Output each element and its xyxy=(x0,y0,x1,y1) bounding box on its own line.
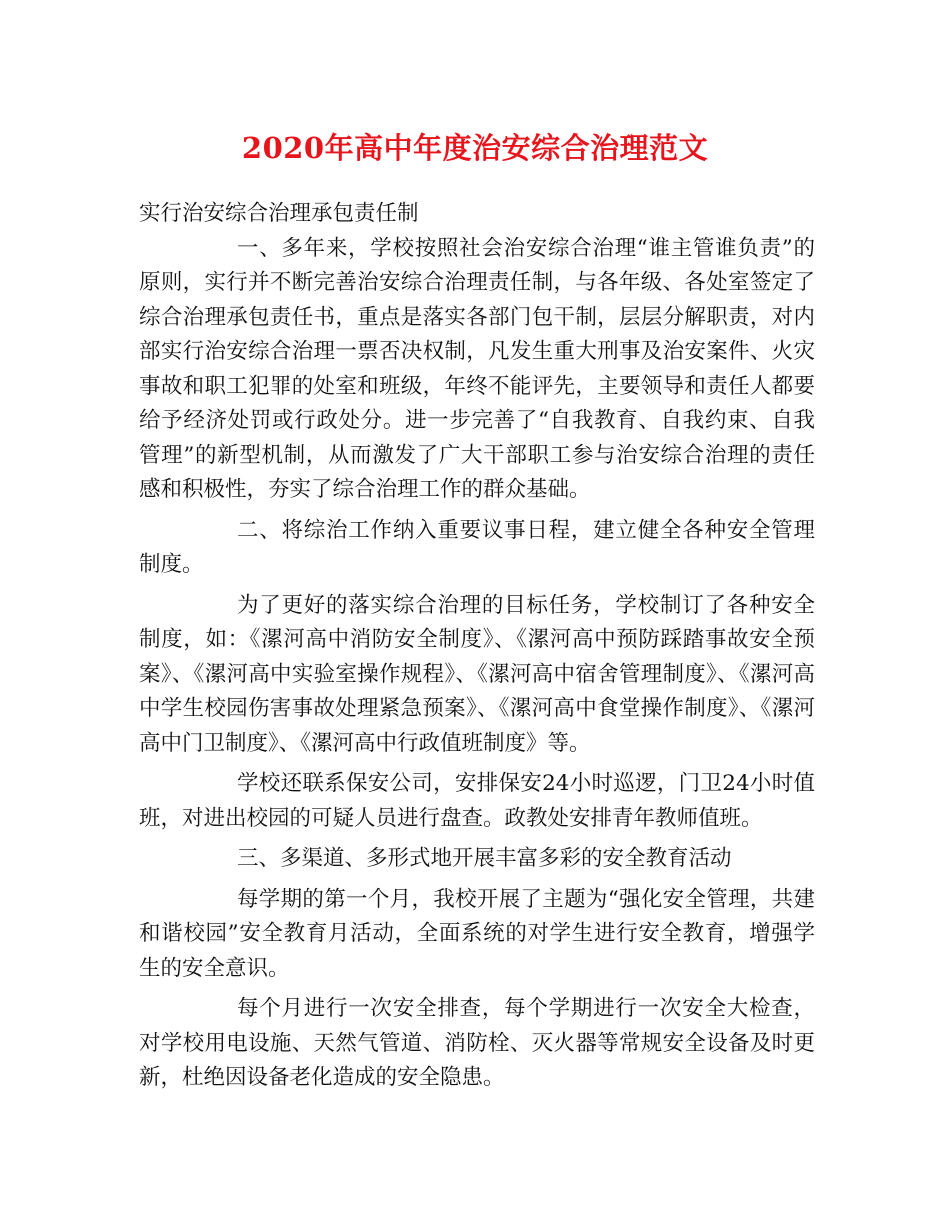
paragraph-7: 每个月进行一次安全排查，每个学期进行一次安全大检查，对学校用电设施、天然气管道、消防栓、灭火器等常规安全设备及时更新，杜绝因设备老化造成的安全隐患。 xyxy=(139,996,815,1090)
paragraph-2: 二、将综治工作纳入重要议事日程，建立健全各种安全管理制度。 xyxy=(139,517,815,577)
paragraph-1: 一、多年来，学校按照社会治安综合治理“谁主管谁负责”的原则，实行并不断完善治安综合治理责任制，与各年级、各处室签定了综合治理承包责任书，重点是落实各部门包干制，层层分解职责，对内部实行治安综合治理一票否决权制，凡发生重大刑事及治安案件、火灾事故和职工犯罪的处室和班级，年终不能评先，主要领导和责任人都要给予经济处罚或行政处分。进一步完善了“自我教育、自我约束、自我管理”的新型机制，从而激发了广大干部职工参与治安综合治理的责任感和积极性，夯实了综合治理工作的群众基础。 xyxy=(139,235,815,502)
paragraph-6: 每学期的第一个月，我校开展了主题为“强化安全管理，共建和谐校园”安全教育月活动，全面系统的对学生进行安全教育，增强学生的安全意识。 xyxy=(139,886,815,981)
paragraph-4: 学校还联系保安公司，安排保安24小时巡逻，门卫24小时值班，对进出校园的可疑人员进行盘查。政教处安排青年教师值班。 xyxy=(139,771,815,831)
document-title: 2020年高中年度治安综合治理范文 xyxy=(241,131,709,165)
section-heading: 实行治安综合治理承包责任制 xyxy=(139,201,419,226)
document-body xyxy=(139,197,815,1096)
paragraph-3: 为了更好的落实综合治理的目标任务，学校制订了各种安全制度，如：《漯河高中消防安全制度》、《漯河高中预防踩踏事故安全预案》、《漯河高中实验室操作规程》、《漯河高中宿舍管理制度》、《漯河高中学生校园伤害事故处理紧急预案》、《漯河高中食堂操作制度》、《漯河高中门卫制度》、《漯河高中行政值班制度》等。 xyxy=(139,592,815,756)
paragraph-5: 三、多渠道、多形式地开展丰富多彩的安全教育活动 xyxy=(237,846,732,871)
